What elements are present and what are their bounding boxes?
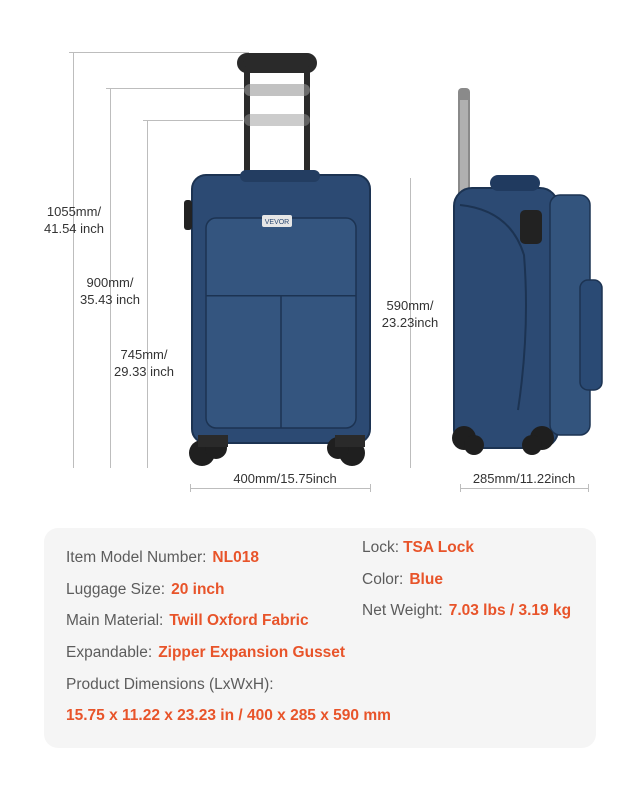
suitcase-side-image [440,80,605,470]
spec-color-value: Blue [409,571,443,588]
spec-dimensions-value: 15.75 x 11.22 x 23.23 in / 400 x 285 x 590 mm [66,707,391,724]
spec-color [362,571,443,589]
spec-model-value: NL018 [212,549,259,566]
spec-lock-value: TSA Lock [403,539,474,556]
spec-weight [362,602,571,620]
depth-label: 285mm/11.22inch [462,470,586,487]
spec-material-label: Main Material: [66,612,164,629]
depth-cap-left [460,484,461,492]
spec-model-label: Item Model Number: [66,549,207,566]
spec-expandable-value: Zipper Expansion Gusset [158,644,346,661]
height-mid-label: 900mm/ 35.43 inch [80,275,140,307]
height-line-full [73,52,74,468]
spec-model [66,549,259,567]
suitcase-front-image [170,50,380,475]
spec-expandable-label: Expandable: [66,644,153,661]
spec-material [66,612,309,630]
spec-weight-label: Net Weight: [362,602,443,619]
spec-dimensions-label: Product Dimensions (LxWxH): [66,676,274,693]
width-line [190,488,370,489]
spec-weight-value: 7.03 lbs / 3.19 kg [448,602,572,619]
height-case-label: 590mm/ 23.23inch [381,298,439,330]
width-cap-right [370,484,371,492]
height-body-label: 745mm/ 29.33 inch [114,347,174,379]
spec-material-value: Twill Oxford Fabric [169,612,309,629]
spec-lock-label: Lock: [362,539,400,556]
spec-size [66,581,225,599]
width-cap-left [190,484,191,492]
spec-expandable [66,644,345,662]
spec-lock [362,539,474,557]
spec-color-label: Color: [362,571,404,588]
spec-size-value: 20 inch [171,581,225,598]
spec-size-label: Luggage Size: [66,581,166,598]
height-full-label: 1055mm/ 41.54 inch [44,204,104,236]
width-label: 400mm/15.75inch [210,470,360,487]
depth-line [460,488,588,489]
svg-text:VEVOR: VEVOR [264,219,290,226]
depth-cap-right [588,484,589,492]
